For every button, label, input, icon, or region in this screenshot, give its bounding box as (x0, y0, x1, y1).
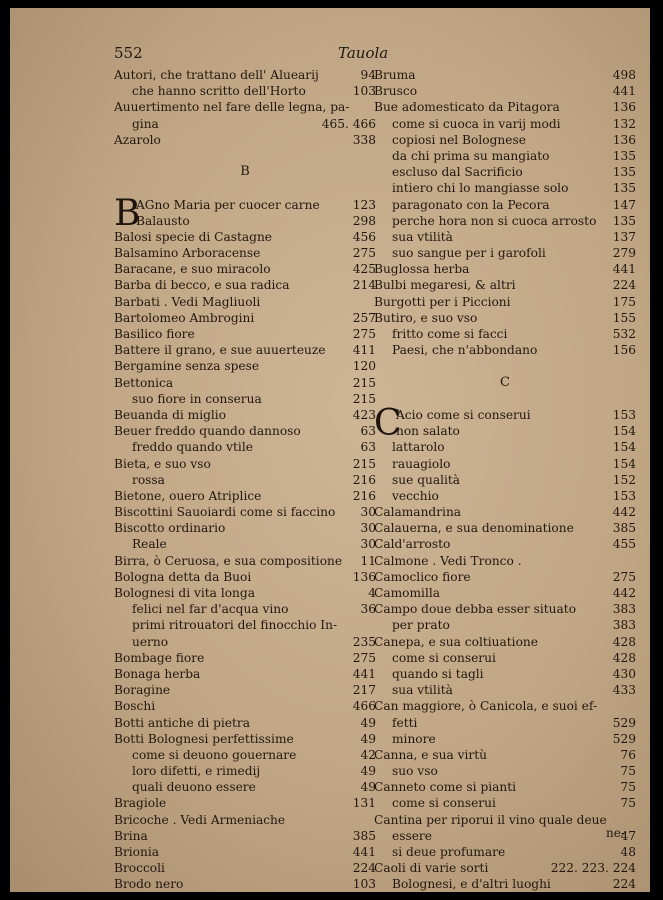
entry-text: Bue adomesticato da Pitagora (374, 100, 560, 115)
index-entry (374, 245, 636, 261)
entry-text: suo sangue per i garofoli (392, 246, 546, 261)
section-letter (374, 375, 636, 391)
entry-text: lattarolo (392, 440, 445, 455)
entry-page-ref: 30 (360, 537, 376, 552)
index-entry (374, 391, 636, 407)
catchword: ne- (606, 826, 625, 840)
index-entry (114, 375, 376, 391)
entry-page-ref: 75 (620, 796, 636, 811)
entry-page-ref: 423 (352, 407, 376, 422)
entry-text: Reale (132, 537, 167, 552)
index-entry (114, 731, 376, 747)
entry-text: sua vtilità (392, 683, 453, 698)
entry-page-ref: 430 (612, 666, 636, 681)
index-entry (114, 795, 376, 811)
index-entry (374, 439, 636, 455)
entry-page-ref: 49 (360, 731, 376, 746)
entry-text: Auuertimento nel fare delle legna, pa- (114, 100, 350, 115)
entry-text: Buglossa herba (374, 262, 470, 277)
index-entry (374, 747, 636, 763)
index-entry (114, 601, 376, 617)
entry-text: rossa (132, 472, 165, 487)
entry-page-ref: 257 (352, 310, 376, 325)
entry-text: fritto come si facci (392, 327, 508, 341)
index-entry (114, 536, 376, 552)
index-entry (114, 553, 376, 569)
entry-page-ref: 529 (612, 731, 636, 746)
entry-page-ref: 433 (612, 683, 636, 698)
index-entry (114, 698, 376, 714)
entry-text: Canepa, e sua coltiuatione (374, 634, 538, 649)
entry-page-ref: 224 (612, 877, 636, 892)
index-entry (374, 164, 636, 180)
entry-page-ref: 425 (352, 262, 376, 277)
entry-text: suo vso (392, 764, 438, 779)
index-entry (374, 779, 636, 795)
entry-text: gina (132, 116, 159, 131)
entry-page-ref: 442 (612, 586, 636, 600)
index-entry (374, 698, 636, 714)
entry-text: Cald'arrosto (374, 537, 451, 552)
index-entry (114, 358, 376, 374)
entry-text: da chi prima su mangiato (392, 148, 550, 163)
entry-page-ref: 135 (612, 181, 636, 196)
entry-text: rauagiolo (392, 456, 451, 471)
index-entry (374, 617, 636, 633)
entry-text: Calamandrina (374, 505, 462, 520)
index-entry (114, 229, 376, 245)
entry-text: Balausto (136, 213, 190, 228)
entry-page-ref: 42 (360, 747, 376, 762)
entry-page-ref: 215 (352, 375, 376, 390)
index-entry (114, 310, 376, 326)
index-entry (374, 795, 636, 811)
index-entry (374, 310, 636, 326)
entry-page-ref: 224 (352, 861, 376, 876)
index-column-right (374, 67, 636, 892)
entry-page-ref: 428 (612, 650, 636, 665)
index-entry (374, 277, 636, 293)
entry-text: Beuer freddo quando dannoso (114, 424, 301, 439)
index-entry (114, 763, 376, 779)
index-entry (374, 261, 636, 277)
index-entry (114, 569, 376, 585)
entry-text: Calmone . Vedi Tronco . (374, 553, 522, 568)
index-entry (374, 213, 636, 229)
index-entry (374, 456, 636, 472)
entry-text: Bettonica (114, 375, 174, 390)
index-entry (114, 180, 376, 196)
entry-text: Bietone, ouero Atriplice (114, 488, 262, 503)
entry-text: Bergamine senza spese (114, 359, 260, 374)
entry-text: Bricoche . Vedi Armeniache (114, 812, 286, 827)
entry-text: Brionia (114, 845, 160, 859)
entry-text: Caoli di varie sorti (374, 861, 489, 876)
entry-text: come si conserui (392, 650, 496, 665)
entry-text: Bologna detta da Buoi (114, 569, 252, 584)
entry-text: Bartolomeo Ambrogini (114, 310, 255, 325)
entry-page-ref: 147 (612, 197, 636, 212)
entry-page-ref: 153 (612, 407, 636, 422)
entry-text: B (240, 164, 250, 180)
entry-page-ref: 441 (352, 666, 376, 681)
entry-page-ref: 155 (612, 310, 636, 325)
index-entry (114, 876, 376, 892)
index-entry (114, 634, 376, 650)
entry-page-ref: 338 (352, 132, 376, 147)
index-entry (374, 342, 636, 358)
entry-page-ref: 279 (612, 246, 636, 261)
entry-page-ref: 455 (612, 537, 636, 552)
entry-page-ref: 4 (368, 586, 376, 600)
entry-page-ref: 49 (360, 715, 376, 730)
index-entry (374, 731, 636, 747)
entry-page-ref: 132 (612, 116, 636, 131)
index-entry (114, 213, 376, 229)
entry-page-ref: 275 (352, 327, 376, 341)
entry-page-ref: 94 (360, 68, 376, 82)
index-entry (114, 423, 376, 439)
entry-text: Camoclico fiore (374, 569, 471, 584)
page-number: 552 (114, 44, 143, 62)
index-entry (374, 860, 636, 876)
entry-text: felici nel far d'acqua vino (132, 602, 289, 617)
entry-text: Acio come si conserui (396, 407, 531, 422)
index-entry (374, 197, 636, 213)
entry-page-ref: 275 (352, 650, 376, 665)
entry-page-ref: 275 (612, 569, 636, 584)
index-entry (374, 504, 636, 520)
index-entry (114, 520, 376, 536)
index-entry (114, 294, 376, 310)
entry-text: Balosi specie di Castagne (114, 229, 273, 244)
entry-page-ref: 75 (620, 764, 636, 779)
index-entry (114, 326, 376, 342)
entry-text: primi ritrouatori del finocchio In- (132, 618, 338, 633)
entry-text: Autori, che trattano dell' Aluearij (114, 68, 319, 82)
index-page (10, 8, 650, 892)
index-entry (114, 617, 376, 633)
section-letter (114, 164, 376, 180)
index-entry (374, 423, 636, 439)
entry-text: perche hora non si cuoca arrosto (392, 213, 597, 228)
index-entry (114, 472, 376, 488)
index-entry (374, 876, 636, 892)
index-entry (374, 715, 636, 731)
index-entry (374, 180, 636, 196)
entry-text: Cantina per riporui il vino quale deue (374, 812, 607, 827)
entry-page-ref: 152 (612, 472, 636, 487)
entry-text: Butiro, e suo vso (374, 310, 478, 325)
entry-page-ref: 75 (620, 780, 636, 795)
entry-page-ref: 298 (352, 213, 376, 228)
entry-text: Canna, e sua virtù (374, 747, 487, 762)
entry-page-ref: 103 (352, 84, 376, 99)
entry-text: Calauerna, e sua denominatione (374, 521, 574, 536)
index-entry (114, 132, 376, 148)
index-entry (374, 601, 636, 617)
index-entry (114, 828, 376, 844)
entry-text: Birra, ò Ceruosa, e sua compositione (114, 553, 343, 568)
index-entry (114, 650, 376, 666)
entry-text: Balsamino Arboracense (114, 246, 261, 261)
entry-text: AGno Maria per cuocer carne (136, 197, 320, 212)
entry-page-ref: 136 (352, 569, 376, 584)
entry-text: come si conserui (392, 796, 496, 811)
index-entry (374, 67, 636, 83)
entry-text: Brodo nero (114, 877, 184, 892)
entry-page-ref: 137 (612, 229, 636, 244)
entry-text: Beuanda di miglio (114, 407, 227, 422)
index-entry (374, 828, 636, 844)
index-entry (114, 585, 376, 601)
index-entry (374, 229, 636, 245)
entry-page-ref: 135 (612, 165, 636, 180)
entry-text: Bombage fiore (114, 650, 205, 665)
entry-page-ref: 235 (352, 634, 376, 649)
index-entry (114, 504, 376, 520)
entry-text: Bolognesi di vita longa (114, 586, 255, 600)
entry-text: freddo quando vtile (132, 440, 253, 455)
entry-page-ref: 383 (612, 618, 636, 633)
entry-page-ref: 215 (352, 456, 376, 471)
entry-page-ref: 47 (620, 828, 636, 843)
index-entry (114, 779, 376, 795)
index-entry (114, 99, 376, 115)
entry-text: Burgotti per i Piccioni (374, 294, 511, 309)
entry-text: paragonato con la Pecora (392, 197, 550, 212)
drop-cap: B (114, 192, 141, 234)
index-entry (374, 763, 636, 779)
entry-text: Botti antiche di pietra (114, 715, 251, 730)
running-title: Tauola (338, 44, 389, 62)
entry-text: Camomilla (374, 586, 441, 600)
index-entry (114, 116, 376, 132)
entry-page-ref: 428 (612, 634, 636, 649)
entry-text: vecchio (392, 488, 439, 503)
entry-page-ref: 30 (360, 505, 376, 520)
entry-page-ref: 466 (352, 699, 376, 714)
entry-page-ref: 154 (612, 440, 636, 455)
entry-page-ref: 135 (612, 148, 636, 163)
entry-text: Broccoli (114, 861, 165, 876)
entry-page-ref: 441 (612, 262, 636, 277)
index-entry (374, 844, 636, 860)
entry-page-ref: 120 (352, 359, 376, 374)
index-entry (114, 148, 376, 164)
index-entry (114, 245, 376, 261)
entry-text: Barba di becco, e sua radica (114, 278, 290, 293)
entry-text: Barbati . Vedi Magliuoli (114, 294, 261, 309)
entry-page-ref: 123 (352, 197, 376, 212)
entry-page-ref: 465. 466 (321, 116, 376, 131)
entry-page-ref: 103 (352, 877, 376, 892)
entry-text: C (500, 374, 510, 390)
entry-text: Bragiole (114, 796, 167, 811)
entry-page-ref: 441 (352, 845, 376, 859)
index-entry (114, 456, 376, 472)
entry-text: essere (392, 828, 432, 843)
entry-page-ref: 136 (612, 100, 636, 115)
entry-text: che hanno scritto dell'Horto (132, 84, 306, 99)
entry-page-ref: 216 (352, 472, 376, 487)
index-entry (374, 682, 636, 698)
entry-text: Brusco (374, 84, 418, 99)
entry-page-ref: 11 (360, 553, 376, 568)
entry-text: si deue profumare (392, 845, 506, 859)
index-entry (374, 812, 636, 828)
entry-page-ref: 442 (612, 505, 636, 520)
entry-text: Bolognesi, e d'altri luoghi (392, 877, 551, 892)
entry-page-ref: 156 (612, 343, 636, 358)
entry-text: Paesi, che n'abbondano (392, 343, 538, 358)
entry-text: minore (392, 731, 436, 746)
entry-text: Botti Bolognesi perfettissime (114, 731, 294, 746)
entry-page-ref: 222. 223. 224 (550, 861, 636, 876)
index-entry (114, 439, 376, 455)
entry-page-ref: 529 (612, 715, 636, 730)
entry-page-ref: 48 (620, 845, 636, 859)
entry-page-ref: 456 (352, 229, 376, 244)
index-entry (374, 553, 636, 569)
entry-page-ref: 216 (352, 488, 376, 503)
entry-text: per prato (392, 618, 450, 633)
index-entry (374, 585, 636, 601)
entry-text: Biscotto ordinario (114, 521, 226, 536)
entry-text: Battere il grano, e sue auuerteuze (114, 343, 326, 358)
entry-text: Baracane, e suo miracolo (114, 262, 271, 277)
index-entry (374, 569, 636, 585)
index-entry (114, 715, 376, 731)
index-entry (114, 261, 376, 277)
index-entry (374, 326, 636, 342)
entry-page-ref: 76 (620, 747, 636, 762)
entry-text: come si cuoca in varij modi (392, 116, 561, 131)
entry-text: intiero chi lo mangiasse solo (392, 181, 569, 196)
entry-text: escluso dal Sacrificio (392, 165, 523, 180)
entry-text: quali deuono essere (132, 780, 256, 795)
entry-page-ref: 153 (612, 488, 636, 503)
entry-text: Brina (114, 828, 148, 843)
index-entry (374, 83, 636, 99)
entry-page-ref: 224 (612, 278, 636, 293)
index-entry (114, 342, 376, 358)
entry-text: Basilico fiore (114, 327, 195, 341)
entry-text: non salato (396, 424, 460, 439)
index-entry (374, 116, 636, 132)
entry-page-ref: 36 (360, 602, 376, 617)
index-entry (374, 634, 636, 650)
index-entry (374, 650, 636, 666)
index-entry (374, 666, 636, 682)
index-entry (114, 277, 376, 293)
entry-text: Boschi (114, 699, 156, 714)
entry-text: sue qualità (392, 472, 461, 487)
entry-page-ref: 385 (612, 521, 636, 536)
entry-page-ref: 441 (612, 84, 636, 99)
entry-text: Bonaga herba (114, 666, 201, 681)
entry-text: Bulbi megaresi, & altri (374, 278, 516, 293)
entry-text: suo fiore in conserua (132, 391, 262, 406)
entry-page-ref: 217 (352, 683, 376, 698)
index-entry (114, 391, 376, 407)
entry-page-ref: 49 (360, 764, 376, 779)
index-entry (374, 99, 636, 115)
entry-text: Campo doue debba esser situato (374, 602, 577, 617)
entry-text: Bruma (374, 68, 416, 82)
index-entry (374, 488, 636, 504)
entry-page-ref: 49 (360, 780, 376, 795)
entry-page-ref: 154 (612, 424, 636, 439)
entry-text: Can maggiore, ò Canicola, e suoi ef- (374, 699, 598, 714)
entry-text: sua vtilità (392, 229, 453, 244)
entry-page-ref: 532 (612, 327, 636, 341)
entry-page-ref: 214 (352, 278, 376, 293)
index-entry (114, 407, 376, 423)
entry-page-ref: 385 (352, 828, 376, 843)
entry-page-ref: 175 (612, 294, 636, 309)
entry-text: uerno (132, 634, 169, 649)
entry-page-ref: 215 (352, 391, 376, 406)
index-entry (374, 520, 636, 536)
entry-text: fetti (392, 715, 418, 730)
index-entry (114, 844, 376, 860)
entry-page-ref: 136 (612, 132, 636, 147)
entry-page-ref: 135 (612, 213, 636, 228)
entry-text: Biscottini Sauoiardi come si faccino (114, 505, 336, 520)
entry-text: come si deuono gouernare (132, 747, 297, 762)
entry-page-ref: 63 (360, 440, 376, 455)
index-entry (114, 67, 376, 83)
index-entry (114, 83, 376, 99)
index-column-left (114, 67, 376, 892)
entry-page-ref: 383 (612, 602, 636, 617)
entry-page-ref: 498 (612, 68, 636, 82)
index-entry (374, 148, 636, 164)
drop-cap: C (374, 402, 402, 444)
index-entry (114, 812, 376, 828)
entry-page-ref: 154 (612, 456, 636, 471)
entry-text: loro difetti, e rimedij (132, 764, 261, 779)
entry-page-ref: 30 (360, 521, 376, 536)
entry-page-ref: 63 (360, 424, 376, 439)
entry-text: Canneto come si pianti (374, 780, 517, 795)
index-entry (374, 132, 636, 148)
index-entry (374, 536, 636, 552)
entry-text: quando si tagli (392, 666, 484, 681)
index-entry (374, 294, 636, 310)
index-entry (114, 682, 376, 698)
index-entry (114, 666, 376, 682)
entry-page-ref: 131 (352, 796, 376, 811)
index-entry (114, 488, 376, 504)
entry-text: Boragine (114, 683, 171, 698)
entry-text: copiosi nel Bolognese (392, 132, 526, 147)
entry-text: Bieta, e suo vso (114, 456, 211, 471)
entry-page-ref: 411 (352, 343, 376, 358)
index-entry (114, 860, 376, 876)
entry-page-ref: 275 (352, 246, 376, 261)
index-entry (374, 472, 636, 488)
index-entry (374, 358, 636, 374)
entry-text: Azarolo (114, 132, 161, 147)
index-entry (114, 747, 376, 763)
